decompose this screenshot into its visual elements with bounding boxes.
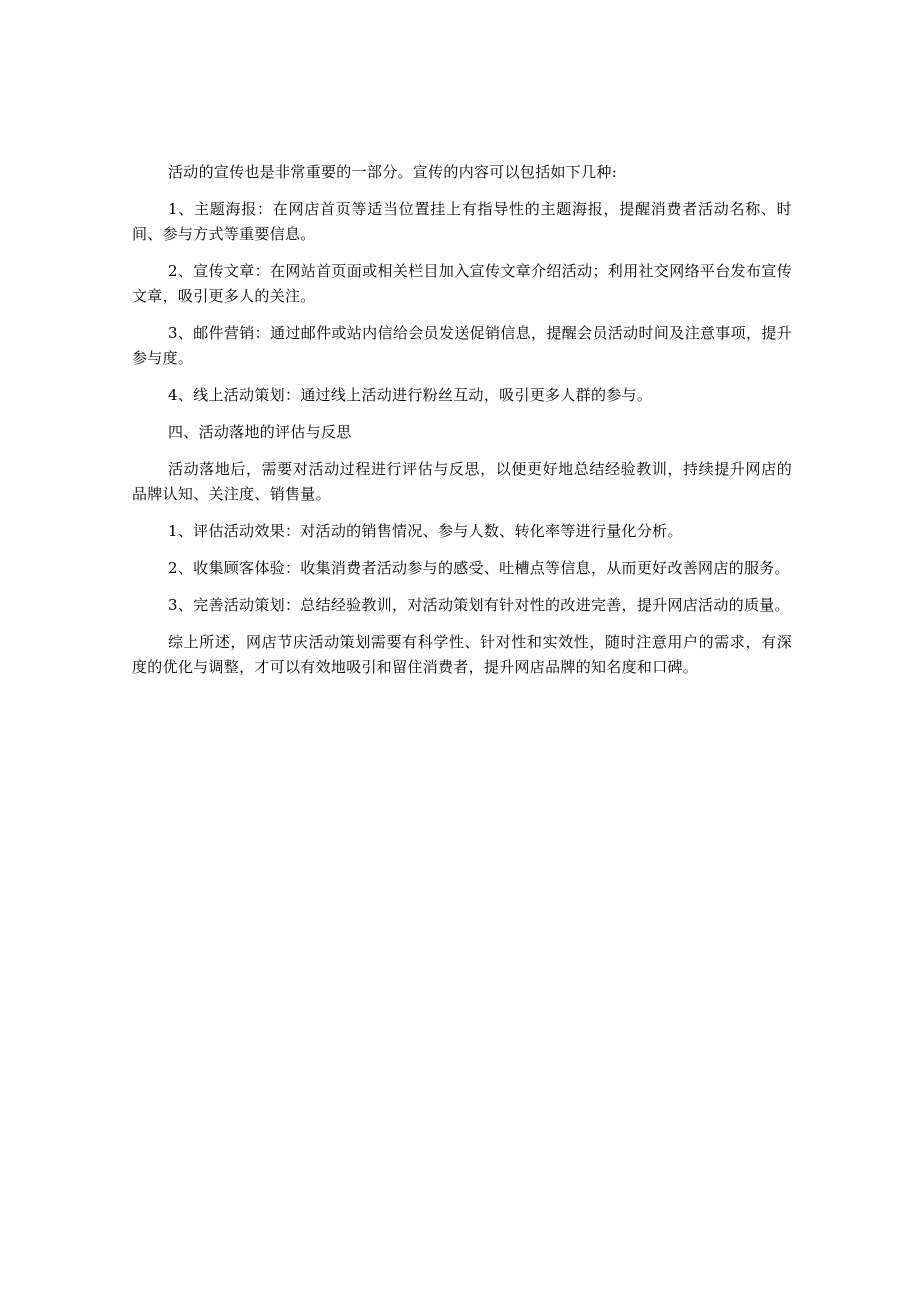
document-body [132,160,792,692]
list-item-collect-feedback: 2、收集顾客体验：收集消费者活动参与的感受、吐槽点等信息，从而更好改善网店的服务。 [168,559,790,577]
list-item-improve-planning: 3、完善活动策划：总结经验教训，对活动策划有针对性的改进完善，提升网店活动的质量。 [168,596,790,614]
list-item-theme-poster: 1、主题海报：在网店首页等适当位置挂上有指导性的主题海报，提醒消费者活动名称、时间、参与方式等重要信息。 [132,200,792,243]
list-item-evaluate-effect: 1、评估活动效果：对活动的销售情况、参与人数、转化率等进行量化分析。 [168,522,683,540]
intro-paragraph: 活动的宣传也是非常重要的一部分。宣传的内容可以包括如下几种: [168,163,618,181]
section-intro-paragraph: 活动落地后，需要对活动过程进行评估与反思，以便更好地总结经验教训，持续提升网店的品牌认知、关注度、销售量。 [132,460,792,503]
list-item-promo-article: 2、宣传文章：在网站首页面或相关栏目加入宣传文章介绍活动；利用社交网络平台发布宣传文章，吸引更多人的关注。 [132,262,792,305]
list-item-online-activity: 4、线上活动策划：通过线上活动进行粉丝互动，吸引更多人群的参与。 [168,386,653,404]
list-item-email-marketing: 3、邮件营销：通过邮件或站内信给会员发送促销信息，提醒会员活动时间及注意事项，提升参与度。 [132,324,792,367]
section-heading: 四、活动落地的评估与反思 [168,423,352,441]
conclusion-paragraph: 综上所述，网店节庆活动策划需要有科学性、针对性和实效性，随时注意用户的需求，有深度的优化与调整，才可以有效地吸引和留住消费者，提升网店品牌的知名度和口碑。 [132,633,792,676]
